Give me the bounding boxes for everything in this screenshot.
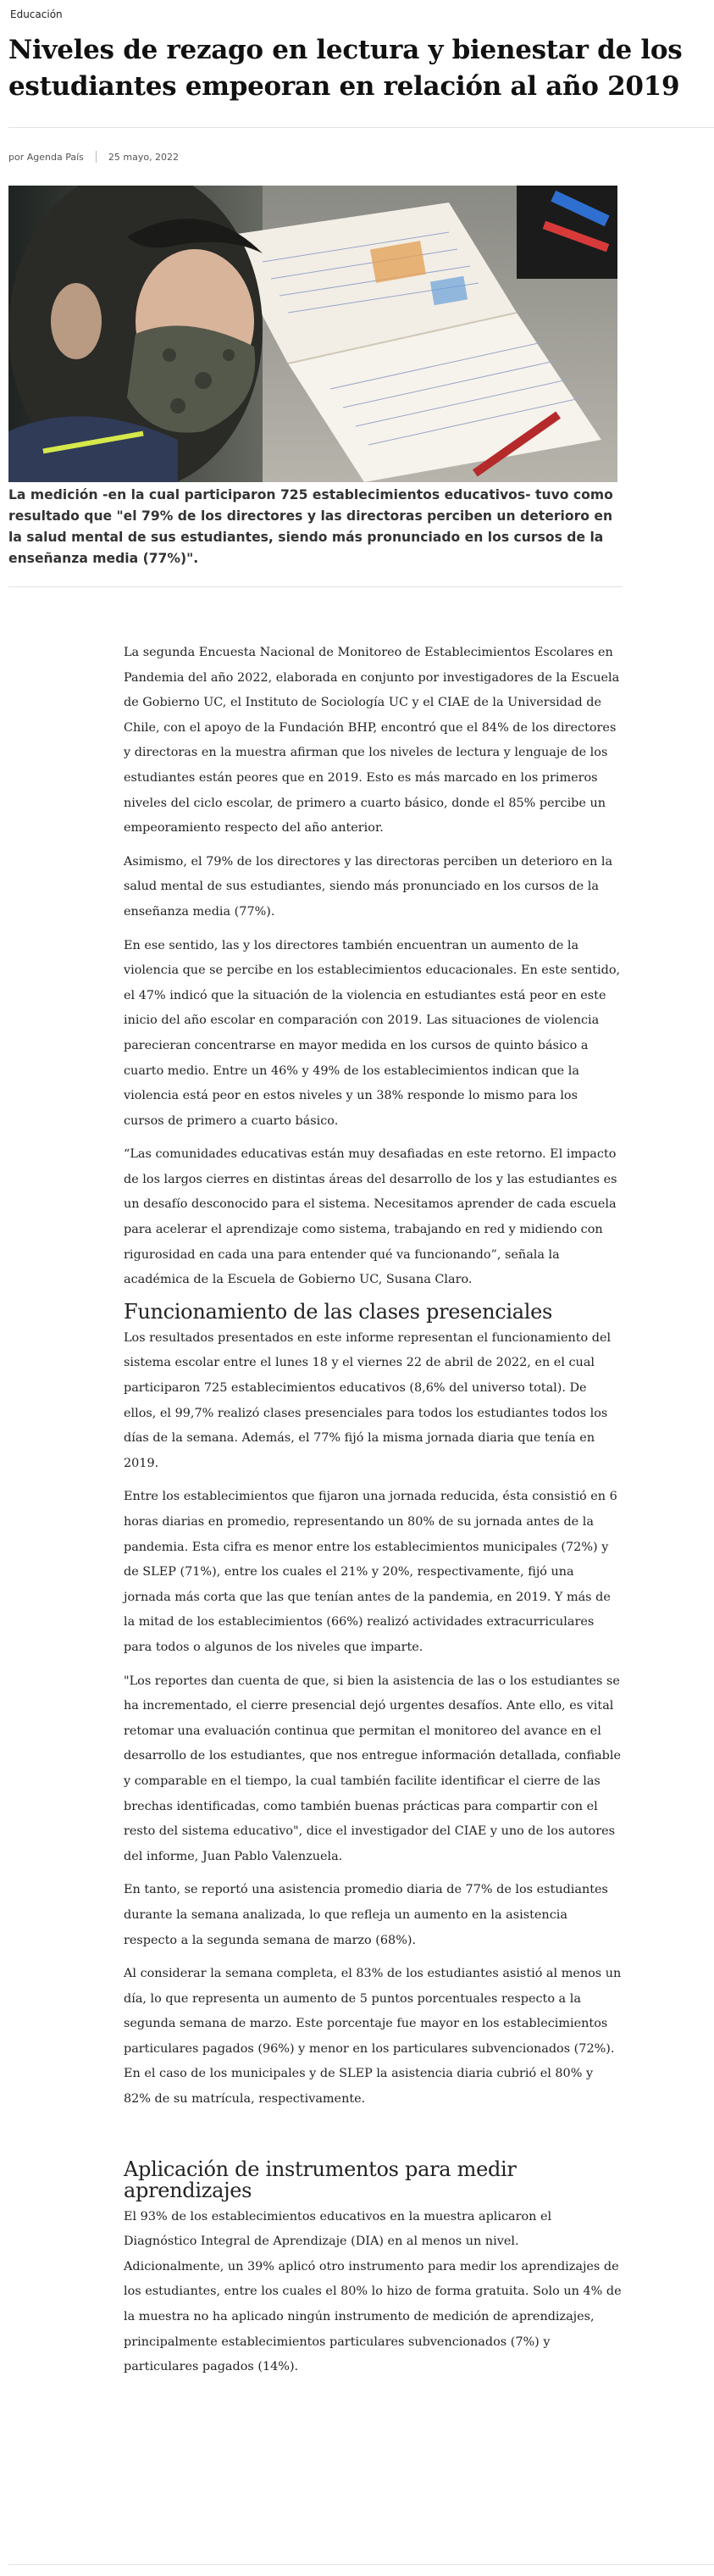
paragraph: "Los reportes dan cuenta de que, si bien la asistencia de las o los estudiantes se ha incrementado, el cierre presencial dejó urgentes desafíos. Ante ello, es vital retomar una evaluación continua que permitan el monitoreo del avance en el desarrollo de los estudiantes, que nos entregue información detallada, confiable y comparable en el tiempo, la cual también facilite identificar el cierre de las brechas identificadas, como también buenas prácticas para compartir con el resto del sistema educativo", dice el investigador del CIAE y uno de los autores del informe, Juan Pablo Valenzuela.	[124, 1674, 621, 1863]
byline	[8, 151, 179, 163]
byline-author[interactable]: por Agenda País	[8, 151, 84, 163]
category-link[interactable]: Educación	[10, 8, 63, 20]
caption-divider	[8, 586, 623, 587]
paragraph: Al considerar la semana completa, el 83% de los estudiantes asistió al menos un día, lo que representa un aumento de 5 puntos porcentuales respecto a la segunda semana de marzo. Este porcentaje fue mayor en los establecimientos particulares pagados (96%) y menor en los particulares subvencionados (72%). En el caso de los municipales y de SLEP la asistencia diaria cubrió el 80% y 82% de su matrícula, respectivamente.	[124, 1967, 622, 2107]
article-headline: Niveles de rezago en lectura y bienestar de los estudiantes empeoran en relación al año 2019	[8, 35, 683, 102]
paragraph: En ese sentido, las y los directores también encuentran un aumento de la violencia que se percibe en los establecimientos educacionales. En este sentido, el 47% indicó que la situación de la violencia en estudiantes está peor en este inicio del año escolar en comparación con 2019. Las situaciones de violencia parecieran concentrarse en mayor medida en los cursos de quinto básico a cuarto medio. Entre un 46% y 49% de los establecimientos indican que la violencia está peor en estos niveles y un 38% responde lo mismo para los cursos de primero a cuarto básico.	[124, 938, 621, 1128]
article-body	[124, 641, 622, 2389]
header-divider	[8, 127, 714, 128]
image-caption: La medición -en la cual participaron 725 establecimientos educativos- tuvo como resultado que "el 79% de los directores y las directoras perciben un deterioro en la salud mental de sus estudiantes, siendo más pronunciado en los cursos de la enseñanza media (77%)".	[8, 487, 613, 566]
paragraph: La segunda Encuesta Nacional de Monitoreo de Establecimientos Escolares en Pandemia del año 2022, elaborada en conjunto por investigadores de la Escuela de Gobierno UC, el Instituto de Sociología UC y el CIAE de la Universidad de Chile, con el apoyo de la Fundación BHP, encontró que el 84% de los directores y directoras en la muestra afirman que los niveles de lectura y lenguaje de los estudiantes están peores que en 2019. Esto es más marcado en los primeros niveles del ciclo escolar, de primero a cuarto básico, donde el 85% percibe un empeoramiento respecto del año anterior.	[124, 646, 620, 836]
paragraph: Los resultados presentados en este informe representan el funcionamiento del sistema escolar entre el lunes 18 y el viernes 22 de abril de 2022, en el cual participaron 725 establecimientos educativos (8,6% del universo total). De ellos, el 99,7% realizó clases presenciales para todos los estudiantes todos los días de la semana. Además, el 77% fijó la misma jornada diaria que tenía en 2019.	[124, 1330, 612, 1470]
byline-separator	[96, 151, 97, 163]
paragraph: En tanto, se reportó una asistencia promedio diaria de 77% de los estudiantes durante la semana analizada, lo que refleja un aumento en la asistencia respecto a la segunda semana de marzo (68%).	[124, 1883, 608, 1947]
paragraph: El 93% de los establecimientos educativos en la muestra aplicaron el Diagnóstico Integral de Aprendizaje (DIA) en al menos un nivel. Adicionalmente, un 39% aplicó otro instrumento para medir los aprendizajes de los estudiantes, entre los cuales el 80% lo hizo de forma gratuita. Solo un 4% de la muestra no ha aplicado ningún instrumento de medición de aprendizajes, principalmente establecimientos particulares subvencionados (7%) y particulares pagados (14%).	[124, 2209, 622, 2374]
footer-divider	[8, 2564, 714, 2565]
section-heading-clases-presenciales: Funcionamiento de las clases presenciales	[124, 1299, 553, 1324]
paragraph: “Las comunidades educativas están muy desafiadas en este retorno. El impacto de los largos cierres en distintas áreas del desarrollo de los y las estudiantes es un desafío desconocido para el sistema. Necesitamos aprender de cada escuela para acelerar el aprendizaje como sistema, trabajando en red y midiendo con rigurosidad en cada una para entender qué va funcionando”, señala la académica de la Escuela de Gobierno UC, Susana Claro.	[124, 1147, 617, 1287]
hero-image	[8, 186, 617, 482]
paragraph: Asimismo, el 79% de los directores y las directoras perciben un deterioro en la salud mental de sus estudiantes, siendo más pronunciado en los cursos de la enseñanza media (77%).	[124, 854, 613, 919]
section-heading-instrumentos: Aplicación de instrumentos para medir aprendizajes	[124, 2157, 517, 2202]
paragraph: Entre los establecimientos que fijaron una jornada reducida, ésta consistió en 6 horas diarias en promedio, representando un 80% de su jornada antes de la pandemia. Esta cifra es menor entre los establecimientos municipales (72%) y de SLEP (71%), entre los cuales el 21% y 20%, respectivamente, fijó una jornada más corta que las que tenían antes de la pandemia, en 2019. Y más de la mitad de los establecimientos (66%) realizó actividades extracurriculares para todos o algunos de los niveles que imparte.	[124, 1490, 617, 1654]
student-reading-illustration	[8, 186, 617, 482]
byline-date: 25 mayo, 2022	[108, 151, 180, 163]
